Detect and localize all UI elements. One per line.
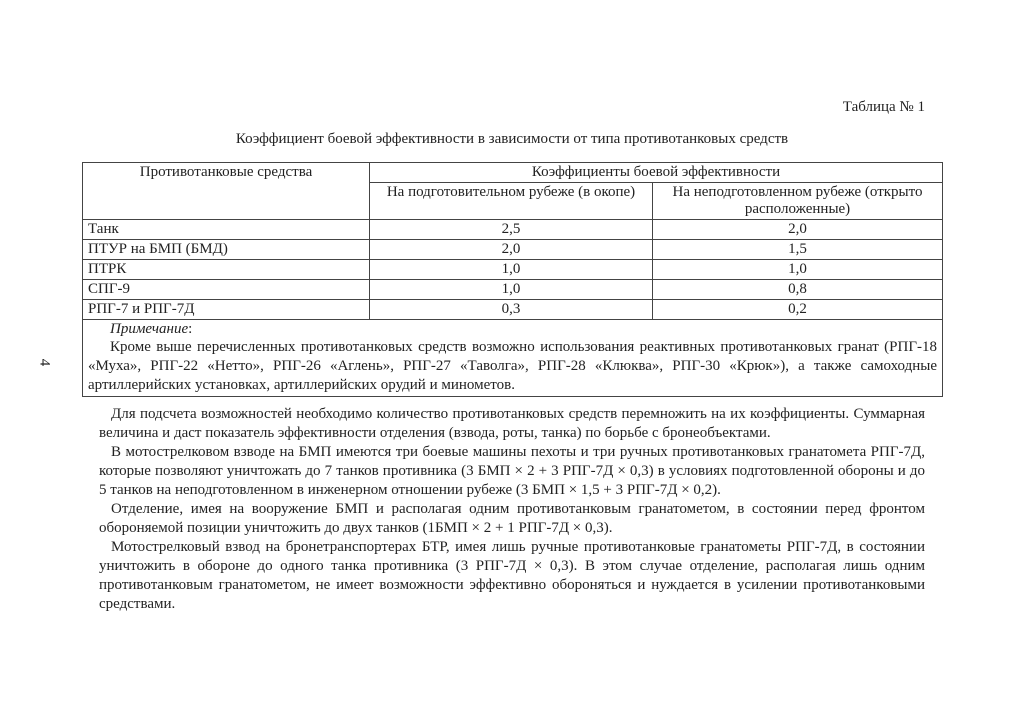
row-name: СПГ-9 bbox=[83, 280, 370, 300]
note-cell bbox=[83, 320, 943, 397]
row-name: Танк bbox=[83, 220, 370, 240]
paragraph: В мотострелковом взводе на БМП имеются три боевые машины пехоты и три ручных противотанковых гранатомета РПГ-7Д, которые позволяют уничтожать до 7 танков противника (3 БМП × 2 + 3 РПГ-7Д × 0,3) в условиях подготовленной обороны и до 5 танков на неподготовленном в инженерном отношении рубеже (3 БМП × 1,5 + 3 РПГ-7Д × 0,2). bbox=[99, 444, 925, 498]
header-coefficients: Коэффициенты боевой эффективности bbox=[370, 163, 943, 183]
note-label-line bbox=[88, 321, 937, 338]
row-unprepared: 1,0 bbox=[653, 260, 943, 280]
row-prepared: 2,5 bbox=[370, 220, 653, 240]
table-row bbox=[83, 260, 943, 280]
row-name: ПТУР на БМП (БМД) bbox=[83, 240, 370, 260]
row-prepared: 0,3 bbox=[370, 300, 653, 320]
table-row bbox=[83, 300, 943, 320]
body-text bbox=[99, 405, 925, 614]
paragraph: Мотострелковый взвод на бронетранспортерах БТР, имея лишь ручные противотанковые гранатометы РПГ-7Д, в состоянии уничтожить в обороне до одного танка противника (3 РПГ-7Д × 0,3). В этом случае отделение, располагая лишь одним противотанковым гранатометом, не имеет возможности эффективно обороняться и нуждается в усилении противотанковыми средствами. bbox=[99, 539, 925, 612]
row-name: ПТРК bbox=[83, 260, 370, 280]
row-prepared: 1,0 bbox=[370, 260, 653, 280]
note-label: Примечание bbox=[110, 321, 189, 337]
row-unprepared: 1,5 bbox=[653, 240, 943, 260]
row-unprepared: 0,2 bbox=[653, 300, 943, 320]
table-title: Коэффициент боевой эффективности в зависимости от типа противотанковых средств bbox=[235, 131, 789, 147]
table-header-row bbox=[83, 163, 943, 183]
row-prepared: 1,0 bbox=[370, 280, 653, 300]
header-unprepared: На неподготовленном рубеже (открыто расположенные) bbox=[653, 183, 943, 220]
row-prepared: 2,0 bbox=[370, 240, 653, 260]
table-row bbox=[83, 280, 943, 300]
note-text: Кроме выше перечисленных противотанковых средств возможно использования реактивных противотанковых гранат (РПГ-18 «Муха», РПГ-22 «Нетто», РПГ-26 «Аглень», РПГ-27 «Таволга», РПГ-28 «Клюква», РПГ-30 «Крюк»), а также самоходные артиллерийских установках, артиллерийских орудий и минометов. bbox=[88, 339, 937, 393]
note-row bbox=[83, 320, 943, 397]
page-number: 4 bbox=[36, 358, 53, 367]
paragraph: Отделение, имея на вооружение БМП и располагая одним противотанковым гранатометом, в состоянии перед фронтом обороняемой позиции уничтожить до двух танков (1БМП × 2 + 1 РПГ-7Д × 0,3). bbox=[99, 501, 925, 536]
table-number: Таблица № 1 bbox=[842, 99, 925, 115]
header-tool: Противотанковые средства bbox=[83, 163, 370, 220]
header-prepared: На подготовительном рубеже (в окопе) bbox=[370, 183, 653, 220]
note-colon: : bbox=[188, 321, 193, 337]
row-name: РПГ-7 и РПГ-7Д bbox=[83, 300, 370, 320]
paragraph: Для подсчета возможностей необходимо количество противотанковых средств перемножить на их коэффициенты. Суммарная величина и даст показатель эффективности отделения (взвода, роты, танка) по борьбе с бронеобъектами. bbox=[99, 406, 925, 441]
row-unprepared: 0,8 bbox=[653, 280, 943, 300]
row-unprepared: 2,0 bbox=[653, 220, 943, 240]
coefficients-table bbox=[82, 162, 943, 397]
table-row bbox=[83, 240, 943, 260]
table-row bbox=[83, 220, 943, 240]
